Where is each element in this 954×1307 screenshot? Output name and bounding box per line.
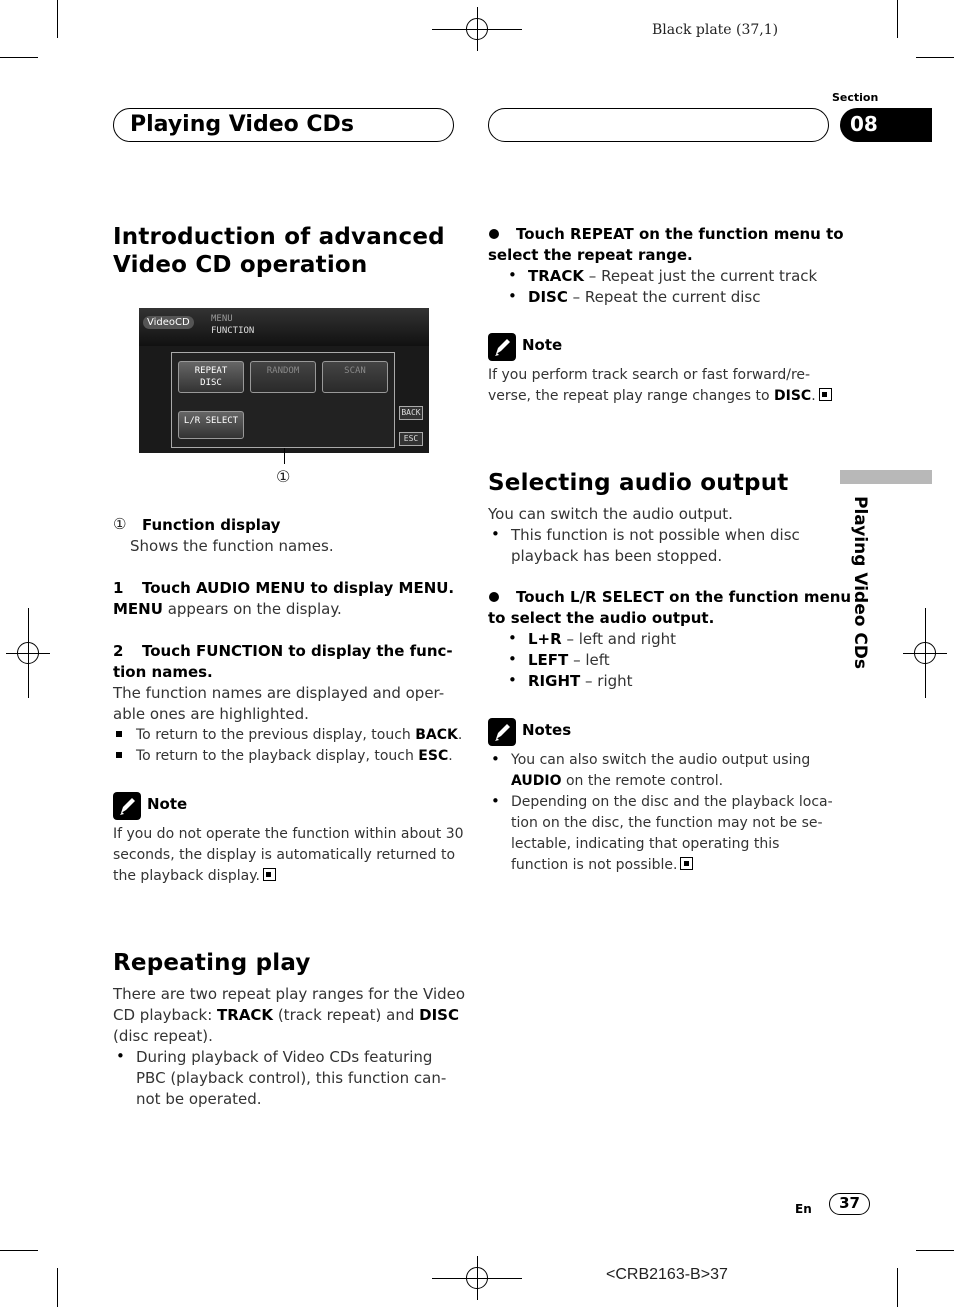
callout-marker: ① [276, 467, 291, 486]
square-bullet-icon [116, 731, 122, 737]
repeat-bullet-line2: PBC (playback control), this function can- [136, 1069, 447, 1087]
step1-text [113, 599, 342, 620]
function-screen-image [139, 308, 429, 453]
disc-label: DISC [200, 378, 222, 388]
stop-icon [263, 868, 276, 881]
right-note-line1: If you perform track search or fast forward/re- [488, 367, 811, 383]
repeat-line2-a: CD playback: [113, 1006, 218, 1024]
filled-bullet-icon [489, 592, 499, 602]
step2-sub2-text: To return to the playback display, touch [136, 748, 419, 764]
lr-step-line2: to select the audio output. [488, 609, 715, 627]
lr-option-text: – left and right [561, 630, 677, 648]
notes-1-line2-text: on the remote control. [561, 773, 724, 789]
stop-icon [819, 388, 832, 401]
audio-intro: You can switch the audio output. [488, 505, 733, 523]
screen-function-label: FUNCTION [211, 326, 255, 336]
note-line1: If you do not operate the function within about 30 [113, 826, 464, 842]
crop-mark [57, 0, 58, 38]
square-bullet-icon [116, 752, 122, 758]
bullet-dot: • [508, 266, 517, 284]
repeat-heading: Repeating play [113, 950, 311, 976]
crop-mark [897, 1268, 898, 1307]
sidebar-tab [840, 470, 932, 484]
track-option [528, 266, 817, 287]
right-note-line2: verse, the repeat play range changes to DISC. [488, 386, 832, 407]
right-option-keyword: RIGHT [528, 672, 581, 690]
audio-keyword: AUDIO [511, 773, 562, 789]
bullet-dot: • [491, 792, 500, 810]
note-label: Note [522, 336, 563, 354]
repeat-bullet-line1: During playback of Video CDs featuring [136, 1048, 433, 1066]
footer-code: <CRB2163-B>37 [606, 1266, 728, 1283]
notes-pencil-icon [488, 718, 516, 746]
step2-title-line2: tion names. [113, 663, 213, 681]
page-number: 37 [829, 1193, 870, 1215]
plate-label: Black plate (37,1) [652, 22, 779, 38]
notes-1-line2 [511, 771, 723, 792]
track-option-text: – Repeat just the current track [584, 267, 818, 285]
crop-mark [916, 1250, 954, 1251]
menu-keyword: MENU [113, 600, 163, 618]
section-label: Section [832, 91, 879, 104]
bullet-dot: • [508, 629, 517, 647]
repeat-step-line2: select the repeat range. [488, 246, 693, 264]
note-line2: seconds, the display is automatically returned to [113, 847, 456, 863]
notes-1-line1: You can also switch the audio output using [511, 752, 811, 768]
audio-bullet-line2: playback has been stopped. [511, 547, 723, 565]
step2-sub1-text: To return to the previous display, touch [136, 727, 416, 743]
callout-line [284, 448, 285, 464]
note-pencil-icon [488, 333, 516, 361]
esc-keyword: ESC [418, 748, 449, 764]
crop-mark [916, 57, 954, 58]
back-keyword: BACK [415, 727, 458, 743]
notes-2-line3: lectable, indicating that operating this [511, 836, 780, 852]
audio-heading: Selecting audio output [488, 470, 789, 496]
repeat-line3: (disc repeat). [113, 1027, 213, 1045]
note-pencil-icon [113, 792, 141, 820]
stop-icon [680, 857, 693, 870]
step2-text-line2: able ones are highlighted. [113, 705, 309, 723]
track-option-keyword: TRACK [528, 267, 585, 285]
legend-text: Shows the function names. [130, 537, 334, 555]
repeat-line2-c: (track repeat) and [273, 1006, 420, 1024]
step2-sub2: To return to the playback display, touch ESC. [136, 748, 453, 764]
audio-bullet-line1: This function is not possible when disc [511, 526, 800, 544]
intro-heading [113, 223, 445, 279]
notes-label: Notes [522, 721, 572, 739]
videocd-logo: VideoCD [143, 316, 194, 329]
bullet-dot: • [508, 671, 517, 689]
disc-option [528, 287, 760, 308]
step2-text-line1: The function names are displayed and oper- [113, 684, 445, 702]
repeat-line2 [113, 1005, 459, 1026]
intro-heading-line2: Video CD operation [113, 252, 368, 278]
left-option-keyword: LEFT [528, 651, 569, 669]
note-line3 [113, 866, 276, 887]
disc-keyword: DISC [774, 388, 812, 404]
notes-2-line2: tion on the disc, the function may not be se- [511, 815, 823, 831]
notes-2-line4-text: function is not possible. [511, 857, 678, 873]
legend-marker: ① [113, 515, 127, 533]
bullet-dot: • [508, 287, 517, 305]
right-option [528, 671, 633, 692]
crop-mark [897, 0, 898, 38]
lr-step-line1: Touch L/R SELECT on the function menu [516, 588, 852, 606]
bullet-dot: • [116, 1047, 125, 1065]
disc-option-keyword: DISC [528, 288, 568, 306]
registration-mark-icon [17, 642, 39, 664]
filled-bullet-icon [489, 229, 499, 239]
notes-2-line4 [511, 855, 693, 876]
track-keyword: TRACK [217, 1006, 274, 1024]
bullet-dot: • [508, 650, 517, 668]
random-button: RANDOM [250, 361, 316, 393]
crop-mark [57, 1268, 58, 1307]
step1-text-rest: appears on the display. [162, 600, 342, 618]
lr-option [528, 629, 676, 650]
step1-title: Touch AUDIO MENU to display MENU. [142, 579, 455, 597]
notes-2-line1: Depending on the disc and the playback loca- [511, 794, 833, 810]
disc-keyword: DISC [419, 1006, 459, 1024]
lr-option-keyword: L+R [528, 630, 562, 648]
esc-button: ESC [399, 432, 423, 446]
lr-select-button: L/R SELECT [178, 411, 244, 439]
header-title-pill [113, 108, 454, 142]
repeat-step-line1: Touch REPEAT on the function menu to [516, 225, 844, 243]
step2-title-line1: Touch FUNCTION to display the func- [142, 642, 453, 660]
crop-mark [0, 1250, 38, 1251]
bullet-dot: • [491, 750, 500, 768]
registration-mark-icon [914, 642, 936, 664]
disc-option-text: – Repeat the current disc [567, 288, 761, 306]
note-label: Note [147, 795, 188, 813]
bullet-dot: • [491, 525, 500, 543]
section-number: 08 [840, 108, 932, 142]
scan-button: SCAN [322, 361, 388, 393]
legend-title: Function display [142, 516, 281, 534]
right-option-text: – right [580, 672, 633, 690]
registration-mark-icon [466, 18, 488, 40]
step2-sub1: To return to the previous display, touch BACK. [136, 727, 463, 743]
screen-menu-label: MENU [211, 314, 233, 324]
repeat-disc-button [178, 361, 244, 393]
page-title: Playing Video CDs [130, 112, 354, 137]
left-option [528, 650, 610, 671]
step1-number: 1 [113, 579, 124, 597]
repeat-line1: There are two repeat play ranges for the Video [113, 985, 466, 1003]
registration-mark-icon [466, 1267, 488, 1289]
intro-heading-line1: Introduction of advanced [113, 224, 445, 250]
sidebar-label: Playing Video CDs [850, 496, 870, 670]
crop-mark [0, 57, 38, 58]
back-button: BACK [399, 406, 423, 420]
footer-lang: En [795, 1202, 812, 1216]
note-line3-text: the playback display. [113, 868, 260, 884]
function-display-panel [171, 352, 395, 448]
right-note-line2-text: verse, the repeat play range changes to [488, 388, 774, 404]
repeat-label: REPEAT [194, 366, 228, 376]
header-blank-pill [488, 108, 829, 142]
repeat-bullet-line3: not be operated. [136, 1090, 262, 1108]
step2-number: 2 [113, 642, 124, 660]
left-option-text: – left [568, 651, 610, 669]
